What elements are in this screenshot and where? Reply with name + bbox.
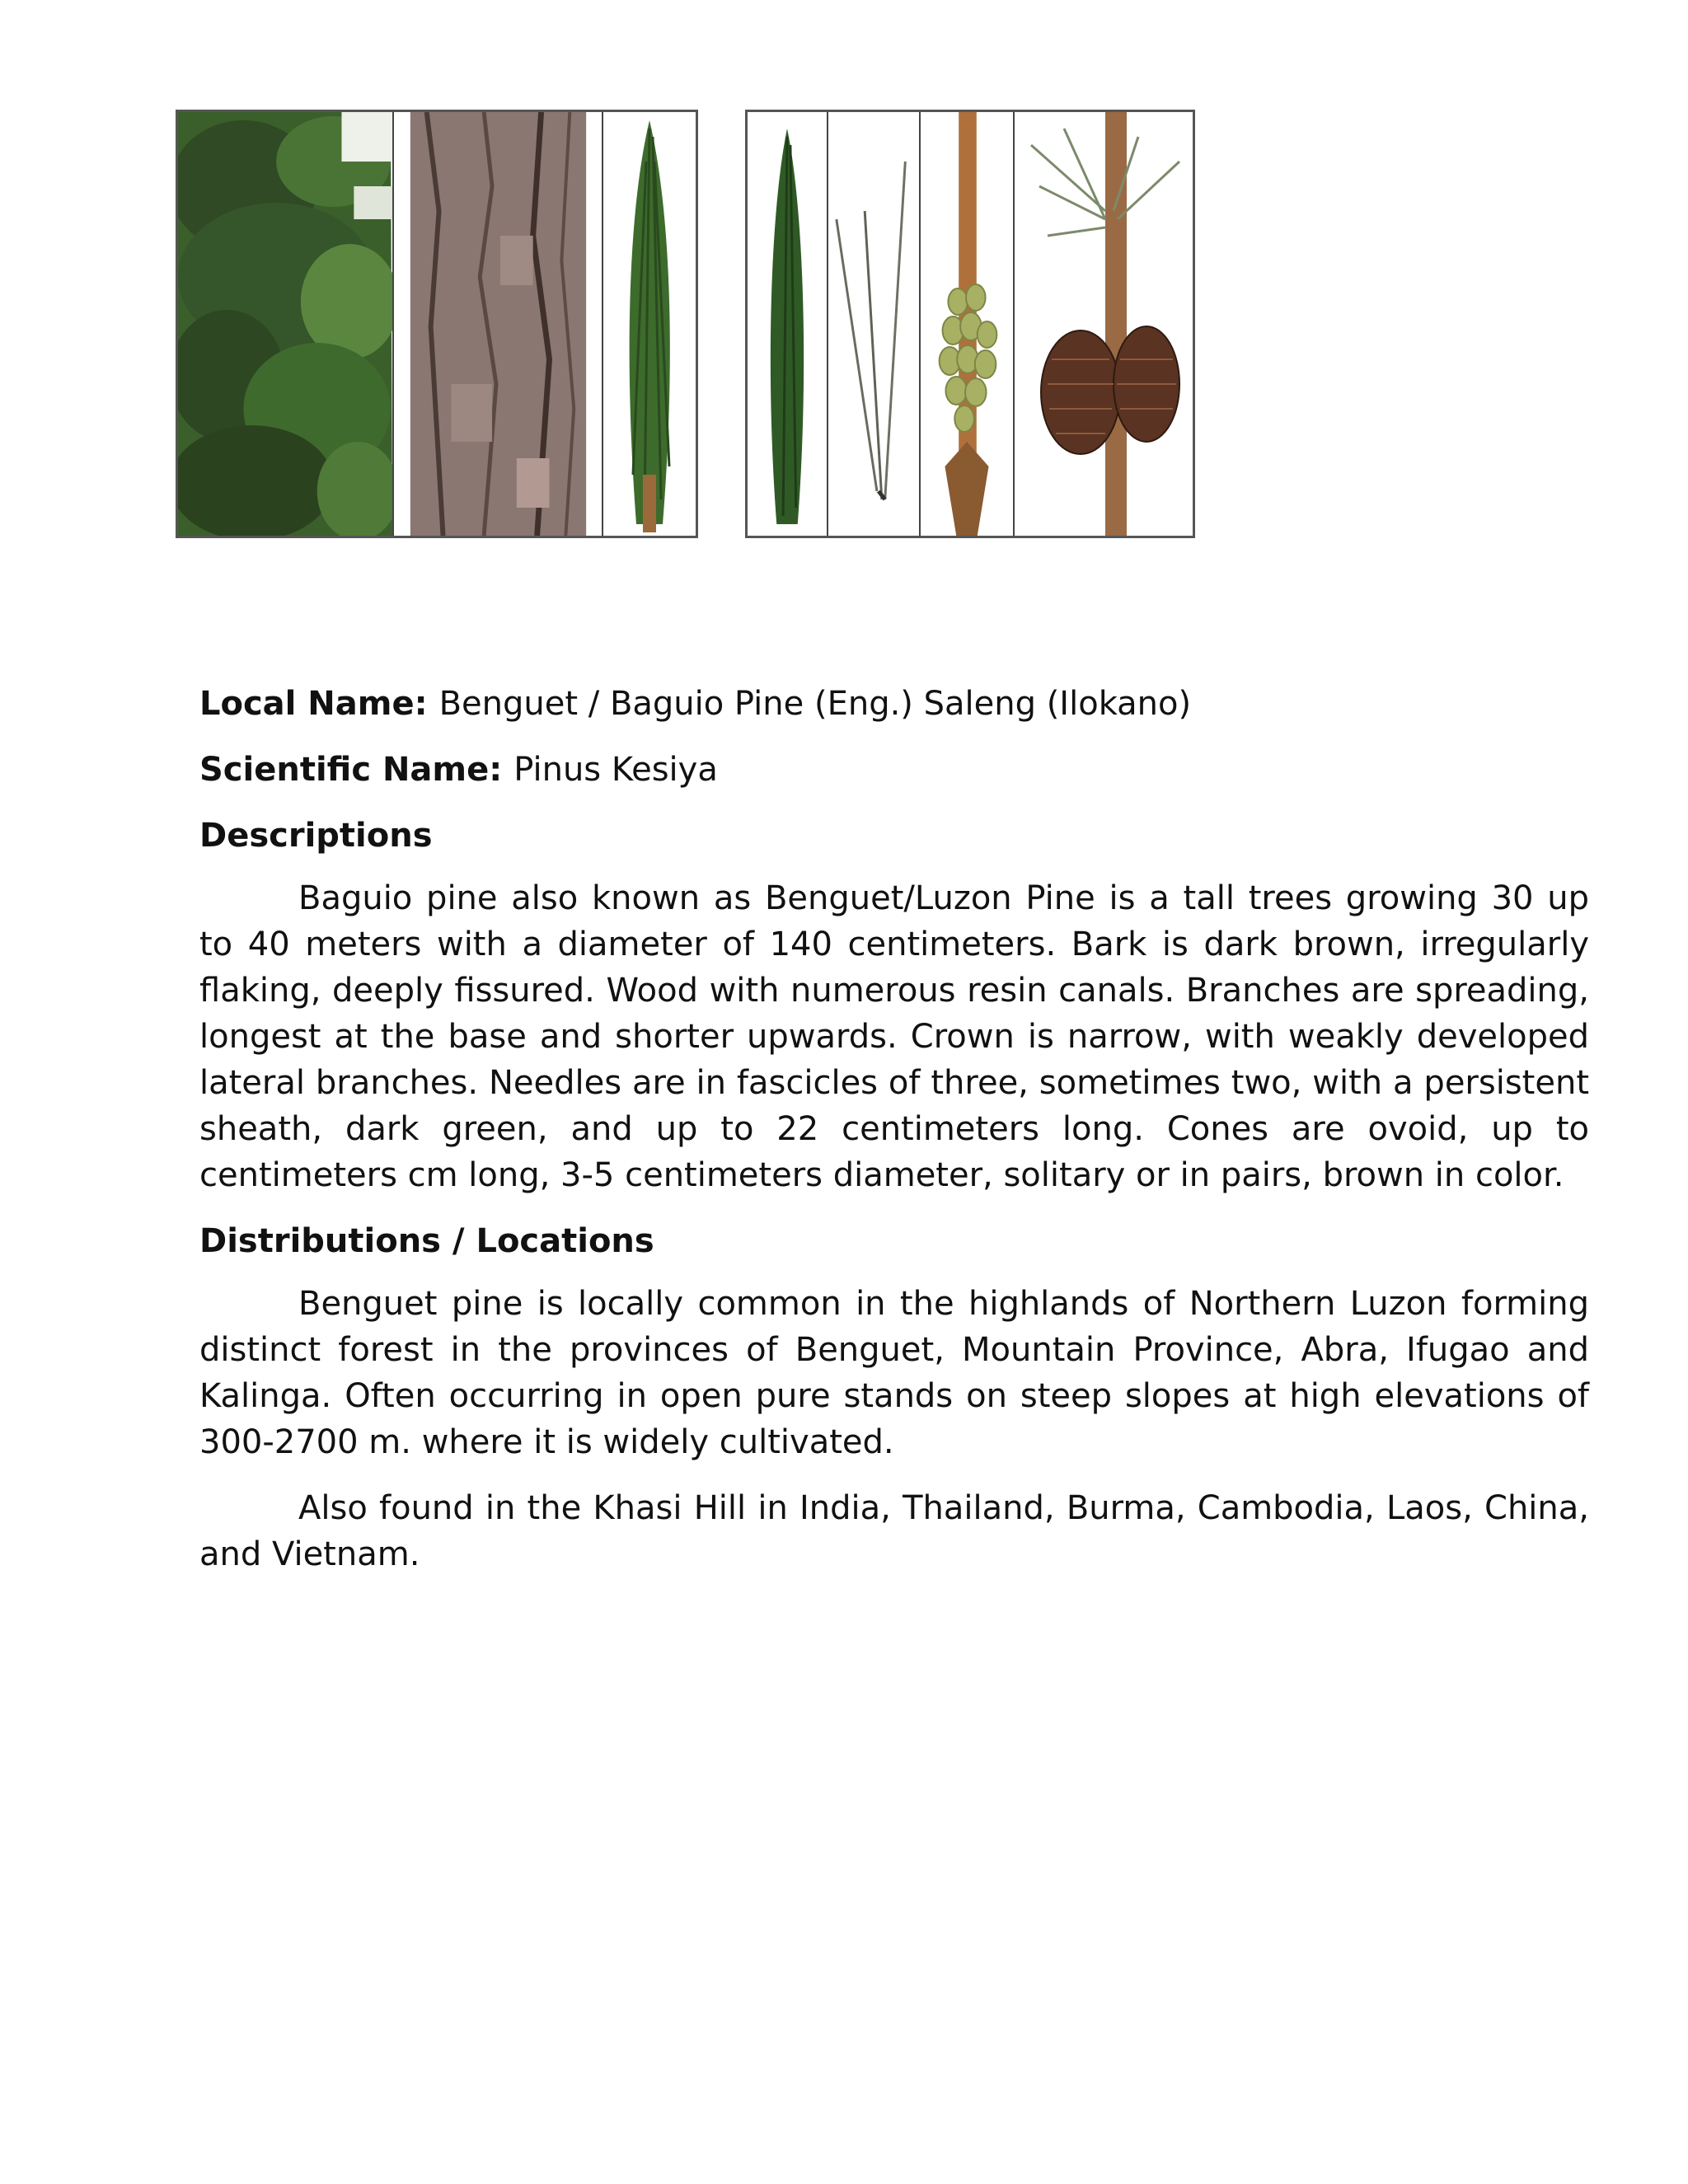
- distributions-paragraph-2: Also found in the Khasi Hill in India, Thailand, Burma, Cambodia, Laos, China, and Vietnam.: [199, 1489, 1589, 1573]
- branch-tip-photo: [603, 112, 696, 536]
- tree-crown-photo: [178, 112, 394, 536]
- male-cones-photo: [921, 112, 1015, 536]
- document-body: [199, 681, 1589, 1597]
- local-name-label: Local Name:: [199, 685, 428, 723]
- descriptions-paragraph: Baguio pine also known as Benguet/Luzon Pine is a tall trees growing 30 up to 40 meters with a diameter of 140 centimeters. Bark is dark brown, irregularly flaking, deeply fissured. Wood with numerous resin canals. Branches are spreading, longest at the base and shorter upwards. Crown is narrow, with weakly developed lateral branches. Needles are in fascicles of three, sometimes two, with a persistent sheath, dark green, and up to 22 centimeters long. Cones are ovoid, up to centimeters cm long, 3-5 centimeters diameter, solitary or in pairs, brown in color.: [199, 879, 1589, 1194]
- distributions-paragraph-1: Benguet pine is locally common in the highlands of Northern Luzon forming distinct forest in the provinces of Benguet, Mountain Province, Abra, Ifugao and Kalinga. Often occurring in open pure stands on steep slopes at high elevations of 300-2700 m. where it is widely cultivated.: [199, 1285, 1589, 1461]
- scientific-name-label: Scientific Name:: [199, 751, 503, 789]
- local-name-line: [199, 681, 1589, 727]
- local-name-value: Benguet / Baguio Pine (Eng.) Saleng (Ilokano): [438, 685, 1192, 723]
- single-needles-photo: [828, 112, 921, 536]
- left-photo-strip: [176, 110, 698, 538]
- right-photo-strip: [745, 110, 1195, 538]
- bark-photo: [394, 112, 603, 536]
- needle-cluster-photo: [748, 112, 828, 536]
- descriptions-heading: Descriptions: [199, 817, 433, 855]
- female-cones-photo: [1015, 112, 1193, 536]
- distributions-heading: Distributions / Locations: [199, 1222, 654, 1260]
- scientific-name-line: [199, 747, 1589, 793]
- scientific-name-value: Pinus Kesiya: [513, 751, 718, 789]
